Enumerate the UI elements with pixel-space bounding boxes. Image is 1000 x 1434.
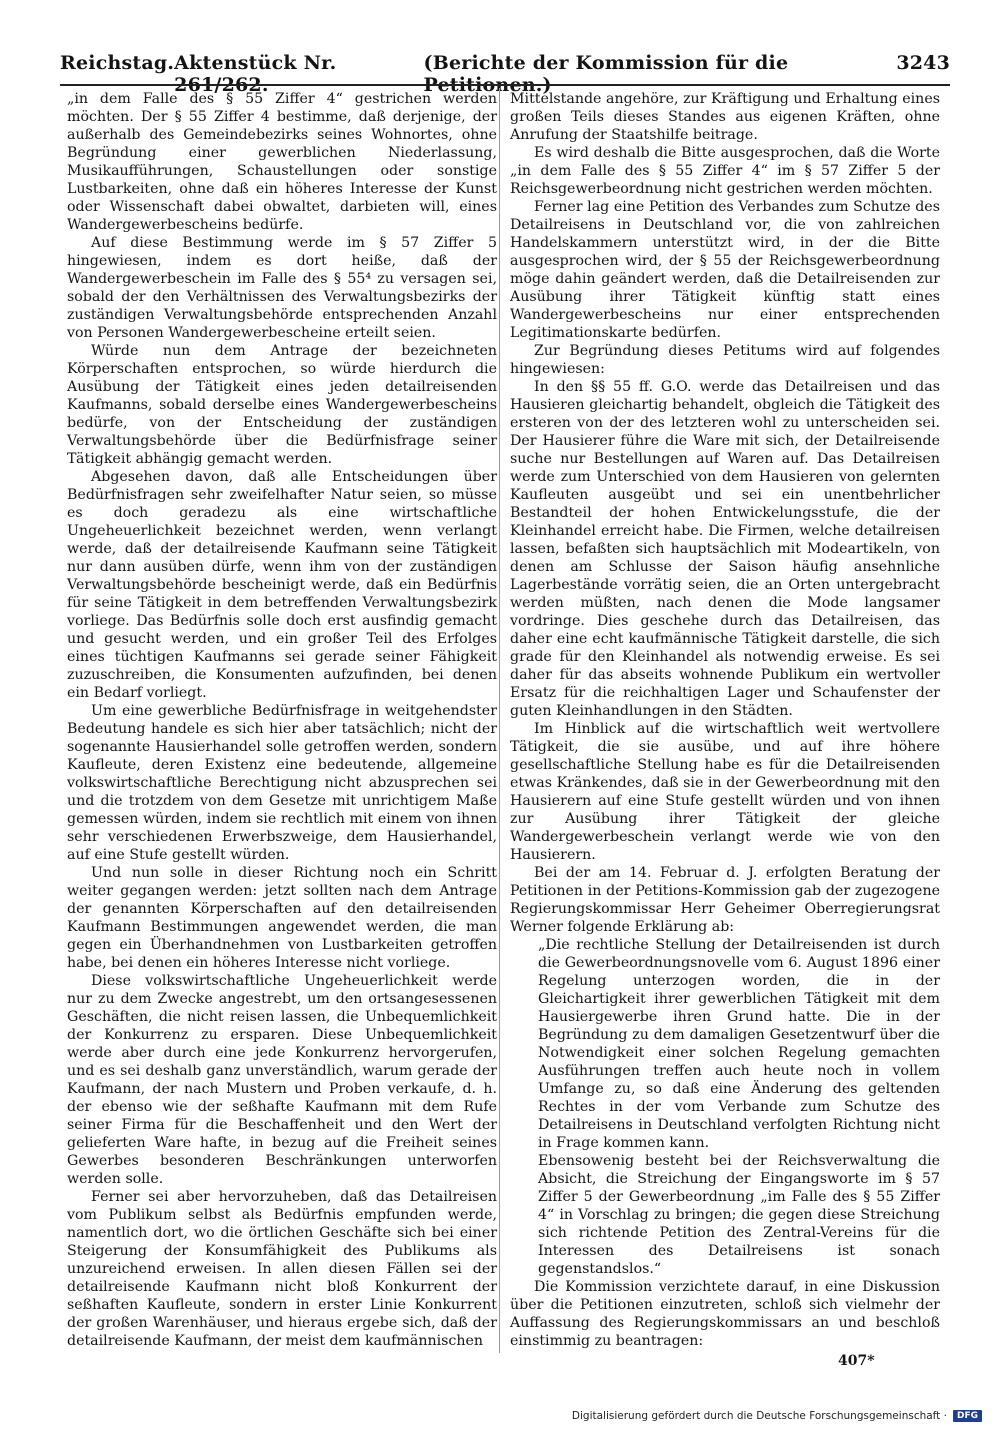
paragraph: Zur Begründung dieses Petitums wird auf folgendes hingewiesen:: [510, 343, 940, 377]
right-column: [510, 90, 940, 1350]
paragraph: In den §§ 55 ff. G.O. werde das Detailreisen und das Hausieren gleichartig behandelt, obgleich die Tätigkeit des ersteren von der des letzteren wohl zu unterscheiden sei. Der Hausierer führe die Ware mit sich, der Detailreisende suche nur Bestellungen auf Waren auf. Das Detailreisen werde zum Unterschied von dem Hausieren von gelernten Kaufleuten ausgeübt und sei ein unentbehrlicher Bestandteil der hohen Entwickelungsstufe, die der Kleinhandel erreicht habe. Die Firmen, welche detailreisen lassen, befaßten sich hauptsächlich mit Modeartikeln, von denen am Schlusse der Saison häufig ansehnliche Lagerbestände vorrätig seien, die an Orten untergebracht werden müßten, nach denen die Mode langsamer vordringe. Dies geschehe durch das Detailreisen, das daher eine echt kaufmännische Tätigkeit darstelle, die sich grade für den Kleinhandel als notwendig erweise. Es sei daher für das abseits wohnende Publikum ein wertvoller Ersatz für die reichhaltigen Lager und Schaufenster der guten Kleinhandlungen in den Städten.: [510, 379, 940, 719]
column-divider: [499, 88, 500, 1353]
paragraph: Im Hinblick auf die wirtschaftlich weit wertvollere Tätigkeit, die sie ausübe, und auf ihre höhere gesellschaftliche Stellung habe es für die Detailreisenden etwas Kränkendes, daß sie in der Gewerbeordnung mit den Hausierern auf eine Stufe gestellt würden und von ihnen zur Ausübung ihrer Tätigkeit der gleiche Wandergewerbeschein verlangt werde wie von den Hausierern.: [510, 721, 940, 863]
paragraph: „Die rechtliche Stellung der Detailreisenden ist durch die Gewerbeordnungsnovelle vom 6. August 1896 einer Regelung unterzogen worden, die in der Gleichartigkeit ihrer gewerblichen Tätigkeit mit dem Hausiergewerbe ihren Grund hatte. Die in der Begründung zu dem damaligen Gesetzentwurf über die Notwendigkeit einer solchen Regelung gemachten Ausführungen treffen auch heute noch in vollem Umfange zu, so daß eine Änderung des geltenden Rechtes in der vom Verbande zum Schutze des Detailreisens in Deutschland verfolgten Richtung nicht in Frage kommen kann.: [538, 937, 940, 1151]
header-rule: [60, 84, 950, 86]
footer-credit: Digitalisierung gefördert durch die Deutsche Forschungsgemeinschaft ·: [571, 1410, 947, 1422]
page-signature: 407*: [838, 1353, 875, 1369]
paragraph: Abgesehen davon, daß alle Entscheidungen über Bedürfnisfragen sehr zweifelhafter Natur seien, so müsse es doch geradezu als eine wirtschaftliche Ungeheuerlichkeit bezeichnet werden, wenn verlangt werde, daß der detailreisende Kaufmann seine Tätigkeit nur dann ausüben dürfe, wenn ihm von der zuständigen Verwaltungsbehörde bescheinigt werde, daß ein Bedürfnis für seine Tätigkeit in dem betreffenden Verwaltungsbezirk vorliege. Das Bedürfnis solle doch erst ausfindig gemacht und gesucht werden, und ein großer Teil des Erfolges eines tüchtigen Kaufmanns sei gerade seiner Fähigkeit zuzuschreiben, die Konsumenten aufzufinden, bei denen ein Bedarf vorliegt.: [67, 469, 497, 701]
paragraph: Ferner sei aber hervorzuheben, daß das Detailreisen vom Publikum selbst als Bedürfnis empfunden werde, namentlich dort, wo die örtlichen Geschäfte sich bei einer Steigerung der Konsumfähigkeit des Publikums als unzureichend erweisen. In allen diesen Fällen sei der detailreisende Kaufmann nicht bloß Konkurrent der seßhaften Kaufleute, sondern in erster Linie Konkurrent der großen Warenhäuser, und hieraus ergebe sich, daß der detailreisende Kaufmann, der meist dem kaufmännischen: [67, 1189, 497, 1349]
paragraph: Diese volkswirtschaftliche Ungeheuerlichkeit werde nur zu dem Zwecke angestrebt, um den ortsangesessenen Geschäften, die nicht reisen lassen, die Unbequemlichkeit der Konkurrenz zu ersparen. Diese Unbequemlichkeit werde aber durch eine jede Konkurrenz hervorgerufen, und es sei deshalb ganz unverständlich, warum gerade der Kaufmann, der nach Mustern und Proben verkaufe, d. h. der ebenso wie der seßhafte Kaufmann mit dem Rufe seiner Firma für die Beschaffenheit und den Wert der gelieferten Ware hafte, in bezug auf die Freiheit seines Gewerbes besonderen Beschränkungen unterworfen werden solle.: [67, 973, 497, 1187]
paragraph: Es wird deshalb die Bitte ausgesprochen, daß die Worte „in dem Falle des § 55 Ziffer 4“ im § 57 Ziffer 5 der Reichsgewerbeordnung nicht gestrichen werden möchten.: [510, 145, 940, 197]
paragraph: Würde nun dem Antrage der bezeichneten Körperschaften entsprochen, so würde hierdurch die Ausübung der Tätigkeit eines jeden detailreisenden Kaufmanns, sobald derselbe eines Wandergewerbescheins bedürfe, von der Entscheidung der zuständigen Verwaltungsbehörde über die Bedürfnisfrage seiner Tätigkeit abhängig gemacht werden.: [67, 343, 497, 467]
header-document-number: Aktenstück Nr. 261/262.: [174, 52, 337, 96]
header-page-number: 3243: [896, 52, 950, 74]
paragraph: Und nun solle in dieser Richtung noch ein Schritt weiter gegangen werden: jetzt sollten nach dem Antrage der genannten Körperschaften auf den detailreisenden Kaufmann Bestimmungen angewendet werden, die man gegen ein Überhandnehmen von Lustbarkeiten getroffen habe, bei denen ein höheres Interesse nicht vorliege.: [67, 865, 497, 971]
paragraph: Mittelstande angehöre, zur Kräftigung und Erhaltung eines großen Teils dieses Standes aus eigenen Kräften, ohne Anrufung der Staatshilfe beitrage.: [510, 91, 940, 143]
paragraph: Auf diese Bestimmung werde im § 57 Ziffer 5 hingewiesen, indem es dort heiße, daß der Wandergewerbeschein im Falle des § 55⁴ zu versagen sei, sobald der den Verhältnissen des Verwaltungsbezirks der zuständigen Verwaltungsbehörde entsprechenden Anzahl von Personen Wandergewerbescheine erteilt seien.: [67, 235, 497, 341]
dfg-logo: DFG: [953, 1410, 982, 1422]
paragraph: Um eine gewerbliche Bedürfnisfrage in weitgehendster Bedeutung handele es sich hier aber tatsächlich; nicht der sogenannte Hausierhandel solle getroffen werden, sondern Kaufleute, deren Existenz eine bedeutende, allgemeine volkswirtschaftliche Berechtigung nicht abzusprechen sei und die trotzdem von dem Gesetze mit unrichtigem Maße gemessen würden, indem sie rechtlich mit einem von ihnen sehr verschiedenen Erwerbszweige, dem Hausierhandel, auf eine Stufe gestellt würden.: [67, 703, 497, 863]
footer: [572, 1410, 982, 1422]
paragraph: Ferner lag eine Petition des Verbandes zum Schutze des Detailreisens in Deutschland vor, die von zahlreichen Handelskammern unterstützt wird, in der die Bitte ausgesprochen wird, der § 55 der Reichsgewerbeordnung möge dahin geändert werden, daß die Detailreisenden zur Ausübung ihrer Tätigkeit künftig statt eines Wandergewerbescheins nur einer entsprechenden Legitimationskarte bedürfen.: [510, 199, 940, 341]
paragraph: Die Kommission verzichtete darauf, in eine Diskussion über die Petitionen einzutreten, schloß sich vielmehr der Auffassung des Regierungskommissars an und beschloß einstimmig zu beantragen:: [510, 1279, 940, 1349]
page-header: [60, 52, 950, 96]
paragraph: Bei der am 14. Februar d. J. erfolgten Beratung der Petitionen in der Petitions-Kommission gab der zugezogene Regierungskommissar Herr Geheimer Oberregierungsrat Werner folgende Erklärung ab:: [510, 865, 940, 935]
paragraph: „in dem Falle des § 55 Ziffer 4“ gestrichen werden möchten. Der § 55 Ziffer 4 bestimme, daß derjenige, der außerhalb des Gemeindebezirks seines Wohnortes, ohne Begründung einer gewerblichen Niederlassung, Musikaufführungen, Schaustellungen oder sonstige Lustbarkeiten, ohne daß ein höheres Interesse der Kunst oder Wissenschaft dabei obwaltet, darbieten will, eines Wandergewerbescheins bedürfe.: [67, 91, 497, 233]
header-section-title: (Berichte der Kommission für die Petitionen.): [423, 52, 789, 96]
left-column: [67, 90, 497, 1350]
paragraph: Ebensowenig besteht bei der Reichsverwaltung die Absicht, die Streichung der Eingangsworte im § 57 Ziffer 5 der Gewerbeordnung „im Falle des § 55 Ziffer 4“ in Vorschlag zu bringen; die gegen diese Streichung sich richtende Petition des Zentral-Vereins für die Interessen des Detailreisens ist sonach gegenstandslos.“: [538, 1153, 940, 1277]
header-chamber: Reichstag.: [60, 52, 175, 74]
